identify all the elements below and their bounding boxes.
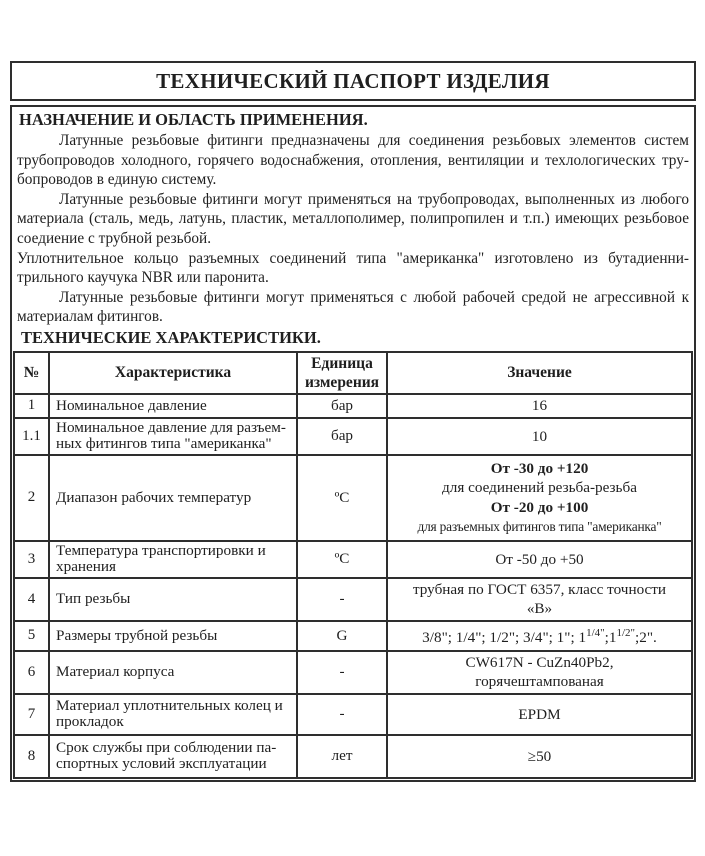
value-cell (387, 541, 692, 578)
characteristic-cell: Материал корпуса (49, 651, 297, 694)
unit-cell: - (297, 578, 387, 621)
paragraph-line: материалам фитингов. (17, 308, 163, 326)
unit-cell: бар (297, 394, 387, 418)
unit-cell: - (297, 651, 387, 694)
value-line: горячештампованая (475, 673, 604, 691)
page-title: ТЕХНИЧЕСКИЙ ПАСПОРТ ИЗДЕЛИЯ (156, 68, 550, 93)
paragraph-line: соедиение с трубной резьбой. (17, 229, 212, 247)
unit-cell: ºC (297, 455, 387, 541)
purpose-paragraphs (17, 131, 689, 327)
unit-cell: G (297, 621, 387, 651)
unit-cell: лет (297, 735, 387, 778)
header-row (14, 352, 692, 394)
row-number-cell: 5 (14, 621, 49, 651)
unit-cell: - (297, 694, 387, 735)
paragraph-line: бопроводов в единую систему. (17, 171, 217, 189)
header-cell: Значение (387, 352, 692, 394)
paragraph-line: Латунные резьбовые фитинги предназначены для соединения резьбовых элементов систем (59, 132, 689, 149)
table-row-3 (14, 541, 692, 578)
document-page (10, 61, 696, 782)
value-cell (387, 394, 692, 418)
paragraph-line: Латунные резьбовые фитинги могут применяться с любой рабочей средой не агрессивной к (59, 288, 689, 306)
value-line: EPDM (518, 705, 561, 723)
row-number-cell: 3 (14, 541, 49, 578)
table-row-8 (14, 735, 692, 778)
characteristic-cell: Материал уплотнительных колец и прокладок (49, 694, 297, 735)
value-line: трубная по ГОСТ 6357, класс точности (412, 580, 667, 598)
specs-table-header (14, 352, 692, 394)
row-number-cell: 1 (14, 394, 49, 418)
specs-table-body (14, 394, 692, 778)
paragraph-line: Уплотнительное кольцо разъемных соединений типа "американка" изготовлено из бутадиенни- (17, 249, 689, 267)
specs-heading: ТЕХНИЧЕСКИЕ ХАРАКТЕРИСТИКИ. (21, 327, 321, 347)
characteristic-cell: Тип резьбы (49, 578, 297, 621)
characteristic-cell: Размеры трубной резьбы (49, 621, 297, 651)
table-row-1.1 (14, 418, 692, 455)
specs-table (13, 351, 693, 779)
paragraph-line: Латунные резьбовые фитинги могут применяться на трубопроводах, выполненных из любого (59, 190, 689, 208)
value-cell (387, 694, 692, 735)
value-cell (387, 578, 692, 621)
row-number-cell: 4 (14, 578, 49, 621)
characteristic-cell: Температура транспортировки и хранения (49, 541, 297, 578)
value-line: 10 (531, 427, 548, 445)
row-number-cell: 7 (14, 694, 49, 735)
paragraph (17, 249, 689, 288)
characteristic-cell: Номинальное давление (49, 394, 297, 418)
value-line: От -30 до +120 (490, 459, 589, 477)
value-line: ≥50 (527, 747, 552, 765)
table-row-2 (14, 455, 692, 541)
paragraph (17, 288, 689, 327)
value-cell (387, 735, 692, 778)
header-cell: Характеристика (49, 352, 297, 394)
table-row-4 (14, 578, 692, 621)
content-box (10, 105, 696, 782)
characteristic-cell: Номинальное давление для разъем- ных фитингов типа "американка" (49, 418, 297, 455)
content-area (13, 109, 693, 349)
value-line: для соединений резьба-резьба (442, 479, 637, 497)
unit-cell: ºC (297, 541, 387, 578)
value-line: для разъемных фитингов типа "американка" (417, 519, 662, 535)
header-cell: № (14, 352, 49, 394)
unit-cell: бар (297, 418, 387, 455)
table-row-6 (14, 651, 692, 694)
title-box (10, 61, 696, 101)
row-number-cell: 6 (14, 651, 49, 694)
characteristic-cell: Срок службы при соблюдении па- спортных условий эксплуатации (49, 735, 297, 778)
value-cell (387, 418, 692, 455)
value-cell (387, 651, 692, 694)
table-row-1 (14, 394, 692, 418)
table-row-5 (14, 621, 692, 651)
paragraph (17, 190, 689, 249)
value-cell (387, 455, 692, 541)
row-number-cell: 8 (14, 735, 49, 778)
value-line: «В» (526, 600, 553, 618)
paragraph-line: трильного каучука NBR или паронита. (17, 269, 269, 287)
value-line: CW617N - CuZn40Pb2, (465, 653, 614, 671)
table-row-7 (14, 694, 692, 735)
paragraph-line: материала (сталь, медь, латунь, пластик, металлополимер, полипропилен и т.п.) имеющих резьбовое (17, 210, 689, 228)
purpose-heading: НАЗНАЧЕНИЕ И ОБЛАСТЬ ПРИМЕНЕНИЯ. (19, 110, 368, 129)
superscript-fraction: 1/2" (616, 627, 635, 640)
superscript-fraction: 1/4" (586, 627, 605, 640)
paragraph (17, 131, 689, 190)
value-line: От -20 до +100 (490, 498, 589, 516)
value-cell (387, 621, 692, 651)
paragraph-line: трубопроводов холодного, горячего водоснабжения, отопления, вентиляции и техлологических тру- (17, 151, 689, 169)
characteristic-cell: Диапазон рабочих температур (49, 455, 297, 541)
header-cell: Единица измерения (297, 352, 387, 394)
value-line: 3/8"; 1/4"; 1/2"; 3/4"; 1"; $1^{1/4"};1^{1/2"};2$". (422, 627, 657, 647)
value-line: 16 (531, 397, 548, 415)
row-number-cell: 1.1 (14, 418, 49, 455)
row-number-cell: 2 (14, 455, 49, 541)
value-line: От -50 до +50 (495, 550, 584, 568)
